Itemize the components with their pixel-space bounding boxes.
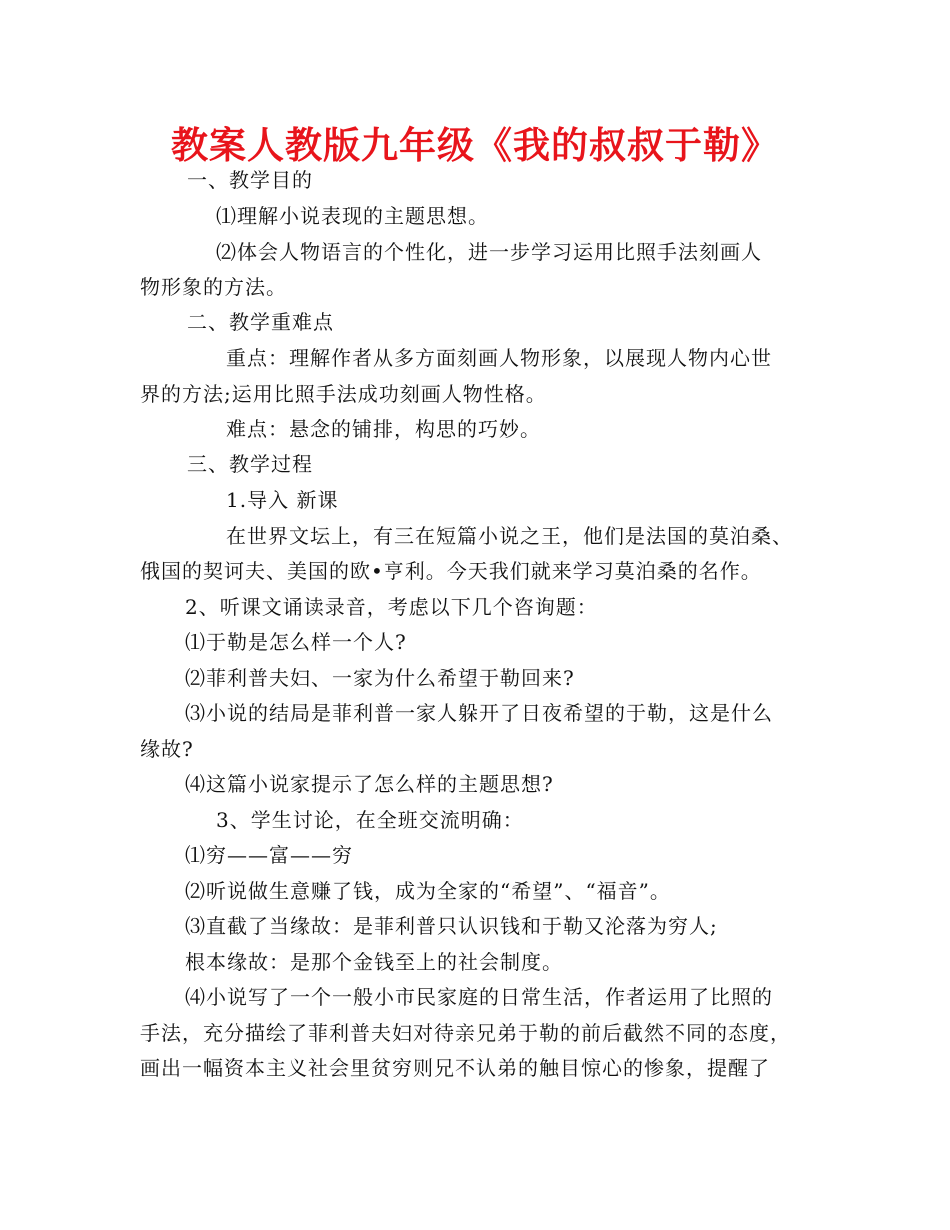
section-heading-process: 三、教学过程	[187, 452, 313, 476]
paragraph-line: 2、听课文诵读录音，考虑以下几个咨询题：	[185, 595, 598, 619]
paragraph-line: ⑵听说做生意赚了钱，成为全家的“希望”、“福音”。	[185, 879, 671, 903]
paragraph-line: ⑶直截了当缘故：是菲利普只认识钱和于勒又沦落为穷人;	[185, 914, 718, 938]
paragraph-line: ⑵体会人物语言的个性化，进一步学习运用比照手法刻画人	[216, 240, 762, 264]
paragraph-line: 俄国的契诃夫、美国的欧•亨利。今天我们就来学习莫泊桑的名作。	[140, 559, 762, 583]
paragraph-line: 界的方法;运用比照手法成功刻画人物性格。	[140, 382, 547, 406]
document-title: 教案人教版九年级《我的叔叔于勒》	[171, 124, 779, 167]
paragraph-line: 1.导入 新课	[226, 488, 339, 512]
paragraph-line: ⑶小说的结局是菲利普一家人躲开了日夜希望的于勒，这是什么	[185, 701, 773, 725]
paragraph-line: ⑴理解小说表现的主题思想。	[216, 204, 489, 228]
paragraph-line: 在世界文坛上，有三在短篇小说之王，他们是法国的莫泊桑、	[226, 524, 793, 548]
paragraph-line: 难点：悬念的铺排，构思的巧妙。	[226, 417, 541, 441]
paragraph-line: 手法，充分描绘了菲利普夫妇对待亲兄弟于勒的前后截然不同的态度，	[140, 1021, 791, 1045]
paragraph-line: ⑷这篇小说家提示了怎么样的主题思想?	[185, 772, 554, 796]
section-heading-key-points: 二、教学重难点	[187, 310, 334, 334]
paragraph-line: ⑷小说写了一个一般小市民家庭的日常生活，作者运用了比照的	[185, 985, 773, 1009]
paragraph-line: 缘故?	[140, 737, 194, 761]
section-heading-objectives: 一、教学目的	[187, 168, 313, 192]
paragraph-line: ⑴穷——富——穷	[185, 843, 353, 867]
paragraph-line: 重点：理解作者从多方面刻画人物形象，以展现人物内心世	[226, 346, 772, 370]
paragraph-line: 3、学生讨论，在全班交流明确：	[216, 808, 524, 832]
paragraph-line: 画出一幅资本主义社会里贫穷则兄不认弟的触目惊心的惨象，提醒了	[140, 1056, 770, 1080]
paragraph-line: ⑴于勒是怎么样一个人?	[185, 630, 407, 654]
paragraph-line: ⑵菲利普夫妇、一家为什么希望于勒回来?	[185, 666, 575, 690]
paragraph-line: 物形象的方法。	[140, 275, 287, 299]
paragraph-line: 根本缘故：是那个金钱至上的社会制度。	[185, 950, 563, 974]
